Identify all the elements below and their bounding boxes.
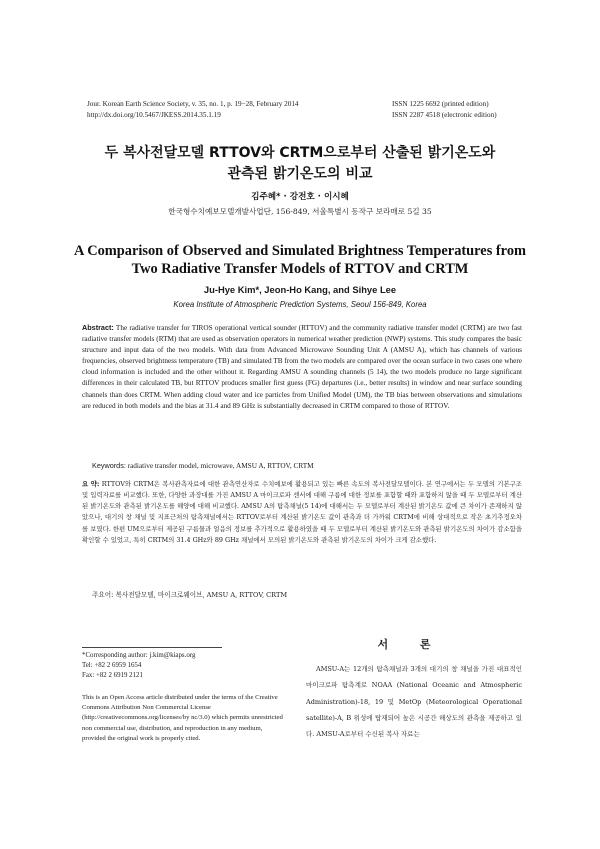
english-keywords <box>92 461 314 470</box>
issn-print: ISSN 1225 6692 (printed edition) <box>392 100 489 108</box>
english-title-line2: Two Radiative Transfer Models of RTTOV and CRTM <box>131 261 469 277</box>
english-title-line1: A Comparison of Observed and Simulated Brightness Temperatures from <box>74 243 526 259</box>
korean-title <box>60 143 540 185</box>
korean-authors: 김주혜* · 강전호 · 이시혜 <box>251 192 349 202</box>
korean-keywords-label: 주요어: <box>92 591 114 599</box>
doi-line: http://dx.doi.org/10.5467/JKESS.2014.35.1.19 <box>87 111 221 119</box>
corresponding-author: *Corresponding author: j.kim@kiaps.org <box>82 652 196 659</box>
korean-abstract <box>82 479 522 546</box>
journal-citation <box>87 99 299 121</box>
license-statement: This is an Open Access article distributed under the terms of the Creative Commons Attribution Non Commercial License (http://creativecommons.org/licenses/by nc/3.0) which permits unrestricted non commercial use, distribution, and reproduction in any medium, provided the original work is properly cited. <box>82 694 283 742</box>
footnote <box>82 651 282 681</box>
english-affiliation: Korea Institute of Atmospheric Prediction Systems, Seoul 156-849, Korea <box>173 300 427 309</box>
english-authors: Ju-Hye Kim*, Jeon-Ho Kang, and Sihye Lee <box>203 284 397 295</box>
author-fax: Fax: +82 2 6919 2121 <box>82 672 143 679</box>
korean-keywords-text: 복사전달모델, 마이크로웨이브, AMSU A, RTTOV, CRTM <box>115 591 288 599</box>
korean-abstract-label: 요 약: <box>82 480 100 488</box>
journal-line: Jour. Korean Earth Science Society, v. 35, no. 1, p. 19−28, February 2014 <box>87 100 299 108</box>
keywords-label: Keywords: <box>92 461 126 470</box>
korean-keywords <box>92 589 287 599</box>
abstract-text: The radiative transfer for TIROS operational vertical sounder (RTTOV) and the community radiative transfer model (CRTM) are two fast radiative transfer models (RTM) that are used as observation operators in numerical weather prediction (NWP) systems. This study compares the basic structure and input data of the two models. With data from Advanced Microwave Sounding Unit A (AMSU A), which has channels of various frequencies, observed brightness temperature (TB) and simulated TB from the two models are compared over the ocean surface in two cases one where cloud information is included and the other without it. Regarding AMSU A sounding channels (5 14), the two models produce no large significant differences in their calculated TB, but RTTOV produces smaller first guess (FG) departures (i.e., better results) in window and near surface sounding channels than does CRTM. When adding cloud water and ice particles from Unified Model (UM), the TB bias between observations and simulations are reduced in both models and the bias at 31.4 and 89 GHz is substantially decreased in CRTM compared to those of RTTOV. <box>82 324 523 410</box>
introduction-text: AMSU-A는 12개의 탐측채널과 3개의 대기의 창 채널을 가진 대표적인 마이크로파 탐측계로 NOAA (National Oceanic and Atmospheric Administration)-18, 19 및 MetOp (Meteorological Operational satellite)-A, B 위성에 탑재되어 높은 시공간 해상도의 관측을 제공하고 있다. AMSU-A로부터 수신된 복사 자료는 <box>306 665 522 739</box>
author-tel: Tel: +82 2 6959 1654 <box>82 662 142 669</box>
abstract-label: Abstract: <box>82 323 114 332</box>
keywords-text: radiative transfer model, microwave, AMSU A, RTTOV, CRTM <box>127 462 314 470</box>
english-title <box>40 242 560 278</box>
korean-abstract-text: RTTOV와 CRTM은 복사관측자료에 대한 관측연산자로 수치예보에 활용되고 있는 빠른 속도의 복사전달모델이다. 본 연구에서는 두 모델의 기본구조 및 입력자료를 비교했다. 또한, 다양한 과장대를 가진 AMSU A 마이크로파 센서에 대해 구름에 대한 정보를 포함할 때와 포함하지 않을 때 두 모델로부터 계산된 밝기온도와 관측된 밝기온도를 해양에 대해 비교했다. AMSU A의 탐측채널(5 14)에 대해서는 두 모델로부터 계산된 밝기온도 값에 큰 차이가 존재하지 않았으나, 대기의 창 채널 및 지표근처의 탐측채널에서는 RTTOV로부터 계산된 밝기온도 값이 관측과 더 가까워 CRTM에 비해 상대적으로 작은 초기추정오차를 보였다. 한편 UM으로부터 제공된 구름물과 얼음의 정보를 추가적으로 활용하였을 때 두 모델로부터 계산된 밝기온도와 관측된 밝기온도의 차이가 감소함을 확인할 수 있었고, 특히 CRTM의 31.4 GHz와 89 GHz 채널에서 모의된 밝기온도와 관측된 밝기온도의 차이가 크게 감소했다. <box>82 480 522 544</box>
introduction-heading: 서 론 <box>377 638 445 651</box>
korean-title-line1: 두 복사전달모델 RTTOV와 CRTM으로부터 산출된 밝기온도와 <box>104 145 496 161</box>
issn-block <box>392 99 497 121</box>
footnote-divider <box>82 647 222 648</box>
english-abstract <box>82 322 522 412</box>
korean-title-line2: 관측된 밝기온도의 비교 <box>227 166 373 182</box>
issn-electronic: ISSN 2287 4518 (electronic edition) <box>392 111 497 119</box>
korean-affiliation: 한국형수치예보모델개발사업단, 156-849, 서울특별시 동작구 보라매로 5길 35 <box>168 207 432 216</box>
